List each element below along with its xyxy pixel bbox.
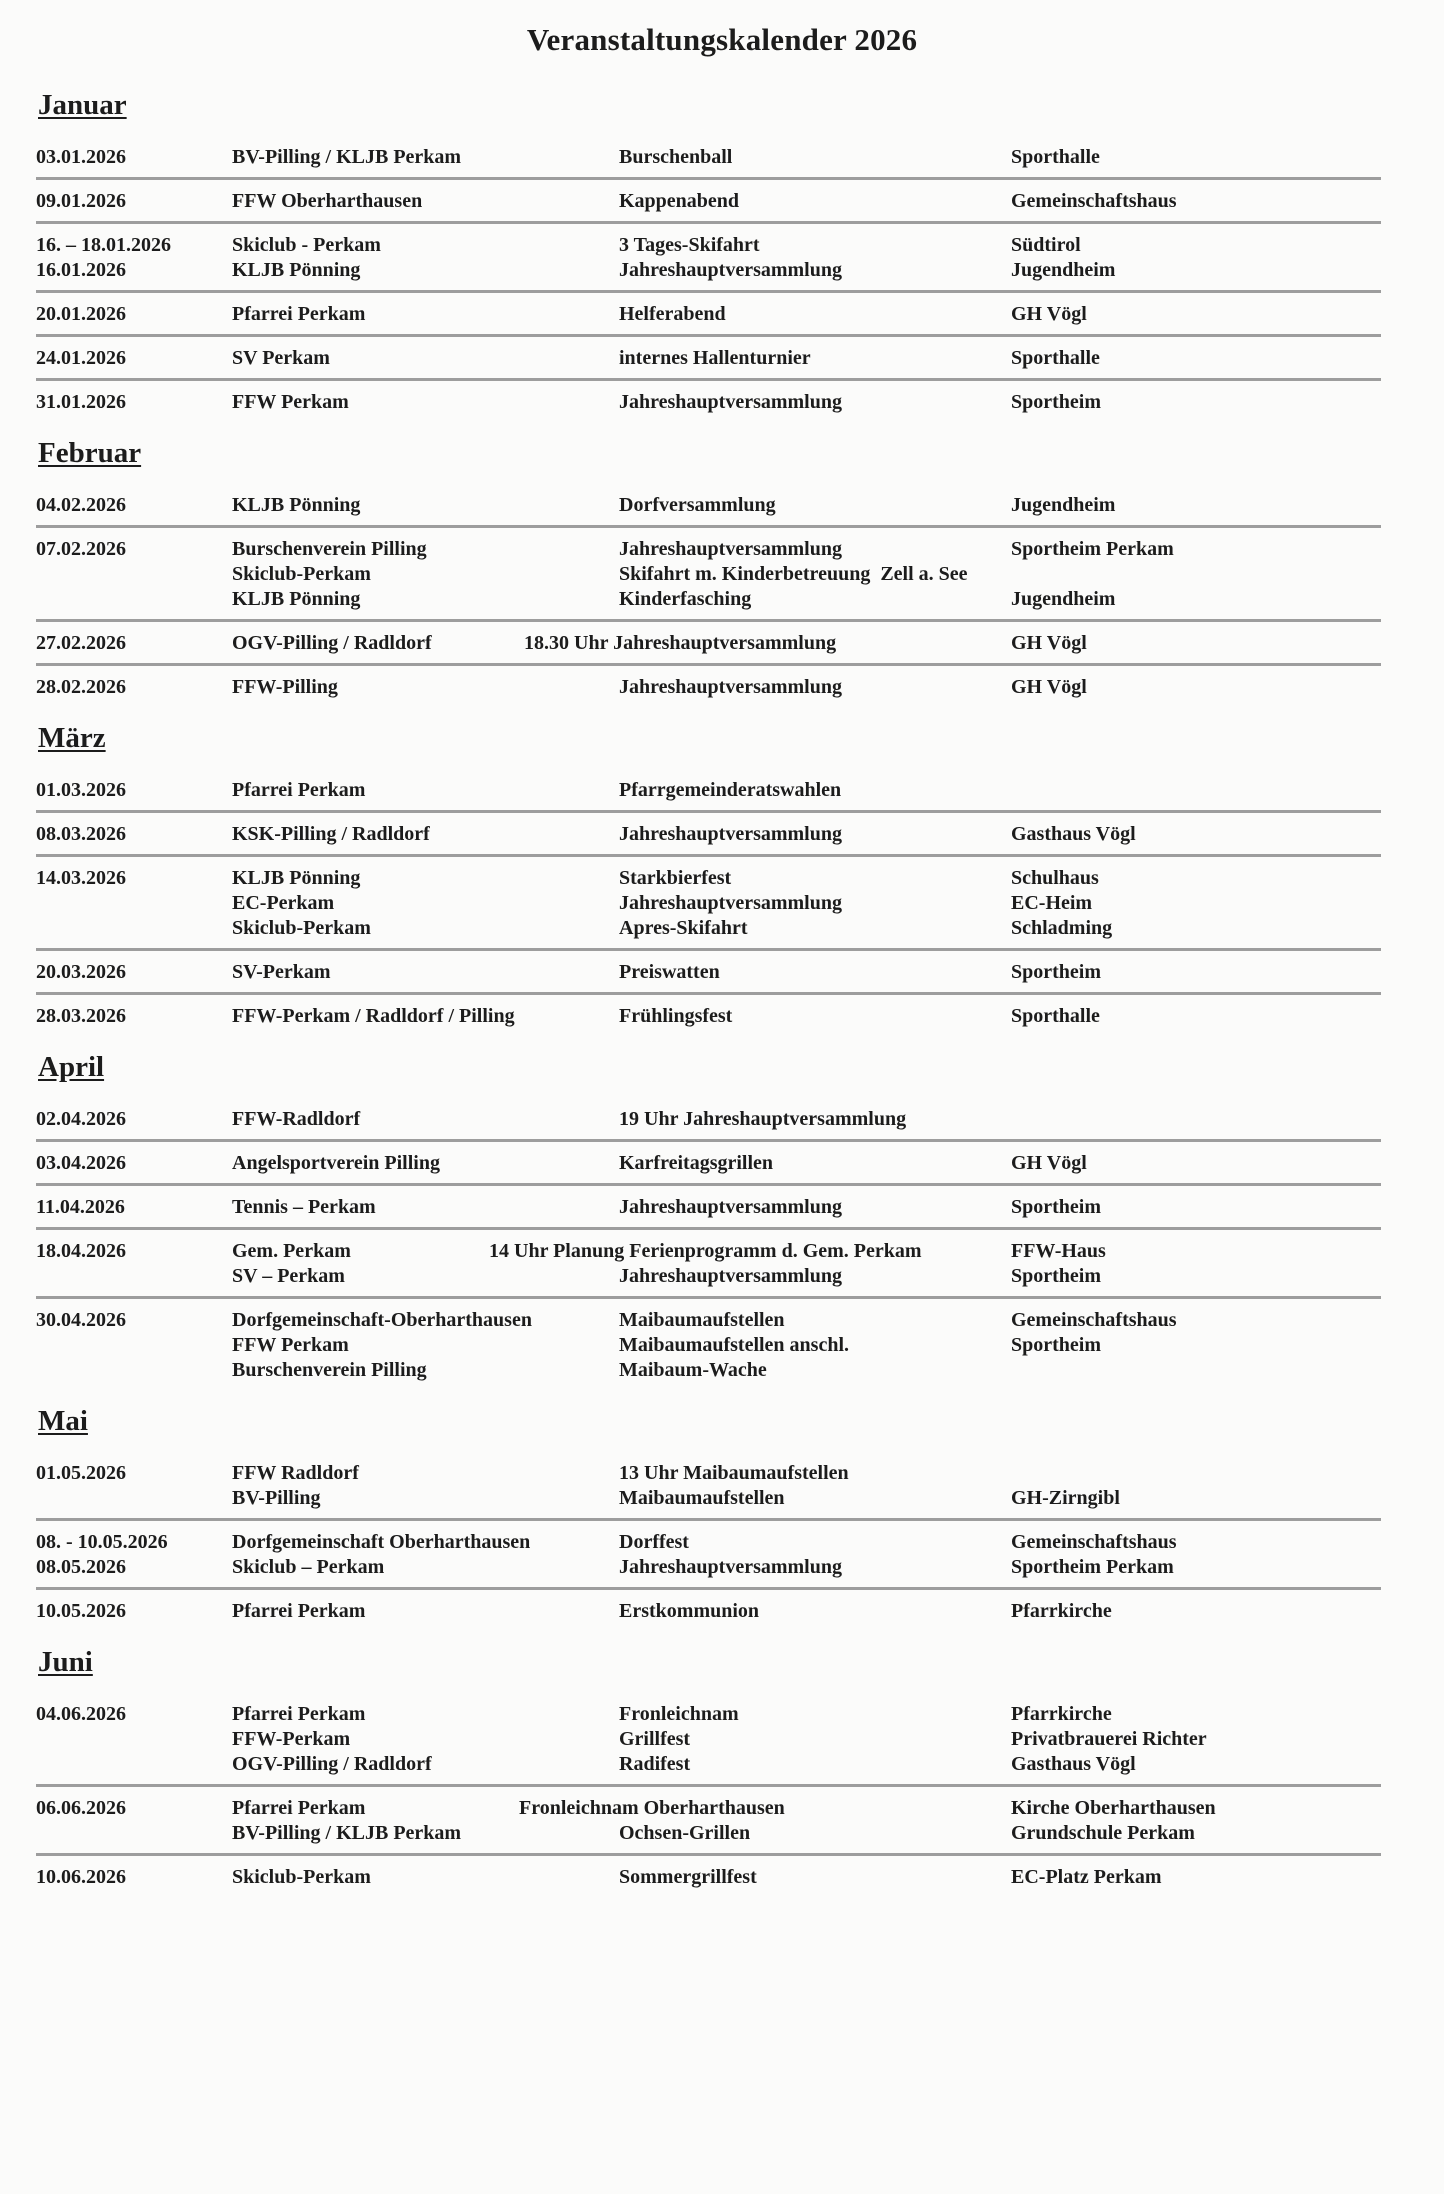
entry-event: internes Hallenturnier (619, 347, 811, 369)
entry-location: Schladming (1011, 917, 1113, 939)
entry-location-cell (1011, 631, 1381, 656)
entry-location: Pfarrkirche (1011, 1600, 1112, 1622)
entry-location: Jugendheim (1011, 259, 1116, 281)
calendar-entry (36, 1299, 1381, 1390)
entry-organizer-cell (232, 390, 619, 415)
entry-date-cell (36, 537, 232, 612)
entry-date-cell (36, 1796, 232, 1846)
entry-organizer-cell (232, 675, 619, 700)
entry-location: Gemeinschaftshaus (1011, 190, 1177, 212)
entry-organizer: EC-Perkam (232, 892, 335, 914)
entry-date-cell (36, 189, 232, 214)
calendar-entry (36, 622, 1381, 666)
entry-organizer: KLJB Pönning (232, 867, 361, 889)
entry-location (1011, 1358, 1381, 1383)
entry-date-cell (36, 1107, 232, 1132)
entry-location (1011, 562, 1381, 587)
entry-location (1011, 1461, 1381, 1486)
entry-organizer-cell (232, 145, 619, 170)
calendar-entry (36, 1787, 1381, 1856)
entry-location-cell (1011, 1151, 1381, 1176)
month-heading-februar: Februar (38, 437, 142, 469)
entry-date-cell (36, 1308, 232, 1383)
entry-location-cell (1011, 537, 1381, 612)
entry-organizer: FFW Perkam (232, 391, 349, 413)
entry-event-cell (524, 631, 1011, 656)
entry-organizer: Burschenverein Pilling (232, 538, 427, 560)
entry-location: Jugendheim (1011, 494, 1116, 516)
entry-event-cell (619, 346, 1011, 371)
entry-event: Maibaumaufstellen (619, 1487, 785, 1509)
entry-date: 27.02.2026 (36, 632, 126, 654)
entry-date: 14.03.2026 (36, 867, 126, 889)
entry-organizer: Gem. Perkam (232, 1240, 351, 1262)
entry-location-cell (1011, 1004, 1381, 1029)
entry-location: Pfarrkirche (1011, 1703, 1112, 1725)
entry-event-cell (619, 1195, 1011, 1220)
entry-location: GH Vögl (1011, 632, 1087, 654)
entry-organizer: Dorfgemeinschaft Oberharthausen (232, 1531, 531, 1553)
entry-organizer-cell (232, 302, 619, 327)
entry-organizer: BV-Pilling / KLJB Perkam (232, 146, 462, 168)
entry-event-cell (619, 493, 1011, 518)
entry-location: Kirche Oberharthausen (1011, 1797, 1216, 1819)
entry-event: Maibaumaufstellen anschl. (619, 1334, 850, 1356)
entry-location (1011, 1107, 1381, 1132)
entry-date: 20.01.2026 (36, 303, 126, 325)
entry-date-cell (36, 866, 232, 941)
entry-date: 01.03.2026 (36, 779, 126, 801)
entry-event: Jahreshauptversammlung (619, 1556, 842, 1578)
entry-event-cell (619, 145, 1011, 170)
entry-organizer: Pfarrei Perkam (232, 1797, 366, 1819)
entry-event: 13 Uhr Maibaumaufstellen (619, 1462, 849, 1484)
entry-event-cell (619, 537, 1011, 612)
entry-event: Jahreshauptversammlung (619, 1265, 842, 1287)
entry-event: Kinderfasching (619, 588, 752, 610)
entry-organizer-cell (232, 233, 619, 283)
calendar-entry (36, 1142, 1381, 1186)
entry-location: Sportheim (1011, 391, 1101, 413)
entry-location-cell (1011, 866, 1381, 941)
entry-organizer: Skiclub-Perkam (232, 1866, 371, 1888)
entry-location: Gasthaus Vögl (1011, 823, 1136, 845)
entry-date-cell (36, 1530, 232, 1580)
entry-event-cell (619, 1461, 1011, 1511)
entry-location-cell (1011, 1107, 1381, 1132)
entry-event: Skifahrt m. Kinderbetreuung Zell a. See (619, 563, 968, 585)
entry-date-cell (36, 1195, 232, 1220)
entry-date: 16.01.2026 (36, 259, 126, 281)
entry-organizer: Pfarrei Perkam (232, 1600, 366, 1622)
entry-event: Jahreshauptversammlung (619, 1196, 842, 1218)
month-heading-juni: Juni (38, 1646, 93, 1678)
entry-location: Sporthalle (1011, 1005, 1100, 1027)
entry-location-cell (1011, 822, 1381, 847)
entry-event: Dorffest (619, 1531, 689, 1553)
entry-location-cell (1011, 778, 1381, 803)
entry-event: 3 Tages-Skifahrt (619, 234, 760, 256)
entry-organizer: SV-Perkam (232, 961, 331, 983)
entry-date: 02.04.2026 (36, 1108, 126, 1130)
month-heading-mai: Mai (38, 1405, 88, 1437)
entry-location: Sportheim (1011, 1334, 1101, 1356)
entry-location: FFW-Haus (1011, 1240, 1106, 1262)
entry-date-cell (36, 1865, 232, 1890)
entry-organizer: Pfarrei Perkam (232, 303, 366, 325)
entry-event: Grillfest (619, 1728, 691, 1750)
entry-organizer: FFW Oberharthausen (232, 190, 423, 212)
calendar-entry (36, 136, 1381, 180)
entry-date: 11.04.2026 (36, 1196, 125, 1218)
entry-organizer: SV – Perkam (232, 1265, 345, 1287)
entry-date-cell (36, 302, 232, 327)
entry-organizer-cell (232, 1702, 619, 1777)
calendar-entry (36, 1098, 1381, 1142)
entry-event-cell (619, 822, 1011, 847)
entry-event: Frühlingsfest (619, 1005, 733, 1027)
entry-date: 06.06.2026 (36, 1797, 126, 1819)
calendar-entry (36, 1856, 1381, 1897)
entry-event-cell (619, 302, 1011, 327)
entry-location-cell (1011, 960, 1381, 985)
entry-date-cell (36, 1461, 232, 1511)
entry-location: Schulhaus (1011, 867, 1099, 889)
entry-organizer: Angelsportverein Pilling (232, 1152, 440, 1174)
entry-date: 03.01.2026 (36, 146, 126, 168)
entry-organizer: OGV-Pilling / Radldorf (232, 632, 432, 654)
calendar-entry (36, 951, 1381, 995)
entry-date-cell (36, 1239, 232, 1289)
calendar-entry (36, 769, 1381, 813)
entry-organizer-cell (232, 346, 619, 371)
entry-organizer: KLJB Pönning (232, 259, 361, 281)
entry-event: Apres-Skifahrt (619, 917, 748, 939)
entry-organizer: Skiclub - Perkam (232, 234, 381, 256)
month-heading-mrz: März (38, 722, 106, 754)
entry-date: 04.06.2026 (36, 1703, 126, 1725)
entry-location-cell (1011, 1239, 1381, 1289)
entry-location: Gasthaus Vögl (1011, 1753, 1136, 1775)
entry-date-cell (36, 233, 232, 283)
calendar-entry (36, 1452, 1381, 1521)
entry-date: 18.04.2026 (36, 1240, 126, 1262)
entry-location: Sportheim Perkam (1011, 538, 1174, 560)
entry-organizer: Skiclub – Perkam (232, 1556, 385, 1578)
entry-event: Maibaumaufstellen (619, 1309, 785, 1331)
entry-location-cell (1011, 233, 1381, 283)
entry-date-cell (36, 493, 232, 518)
entry-event: Sommergrillfest (619, 1866, 757, 1888)
entry-location: Gemeinschaftshaus (1011, 1531, 1177, 1553)
calendar-entry (36, 995, 1381, 1036)
entry-event: Jahreshauptversammlung (619, 538, 842, 560)
entry-date-cell (36, 390, 232, 415)
calendar-entry (36, 1186, 1381, 1230)
entry-date: 28.02.2026 (36, 676, 126, 698)
entry-event: Fronleichnam Oberharthausen (519, 1797, 785, 1819)
calendar-entry (36, 484, 1381, 528)
entry-date-cell (36, 675, 232, 700)
entry-date: 03.04.2026 (36, 1152, 126, 1174)
entry-date-cell (36, 145, 232, 170)
entry-organizer-cell (232, 189, 619, 214)
entry-event-cell (619, 1599, 1011, 1624)
entry-organizer: Skiclub-Perkam (232, 917, 371, 939)
entry-event: Burschenball (619, 146, 733, 168)
entry-location: GH-Zirngibl (1011, 1487, 1120, 1509)
entry-location-cell (1011, 675, 1381, 700)
entry-location-cell (1011, 390, 1381, 415)
entry-organizer-cell (232, 960, 619, 985)
entry-event: 14 Uhr Planung Ferienprogramm d. Gem. Perkam (489, 1240, 922, 1262)
entry-organizer: BV-Pilling (232, 1487, 321, 1509)
entry-organizer: FFW Perkam (232, 1334, 349, 1356)
entry-event: Jahreshauptversammlung (619, 259, 842, 281)
entry-organizer: Burschenverein Pilling (232, 1359, 427, 1381)
entry-date: 28.03.2026 (36, 1005, 126, 1027)
entry-event-cell (519, 1796, 1011, 1846)
entry-date: 10.05.2026 (36, 1600, 126, 1622)
entry-organizer: SV Perkam (232, 347, 330, 369)
entry-event: Jahreshauptversammlung (619, 391, 842, 413)
entry-event-cell (619, 233, 1011, 283)
entry-location-cell (1011, 1702, 1381, 1777)
calendar-list (36, 88, 1381, 1897)
entry-location-cell (1011, 1461, 1381, 1511)
entry-event-cell (489, 1239, 1011, 1289)
entry-organizer: BV-Pilling / KLJB Perkam (232, 1822, 462, 1844)
calendar-entry (36, 857, 1381, 951)
entry-event-cell (619, 675, 1011, 700)
calendar-entry (36, 528, 1381, 622)
entry-event: Maibaum-Wache (619, 1359, 767, 1381)
entry-event: Dorfversammlung (619, 494, 776, 516)
entry-location-cell (1011, 189, 1381, 214)
entry-location (1011, 778, 1381, 803)
entry-organizer-cell (232, 1530, 619, 1580)
calendar-entry (36, 666, 1381, 707)
entry-date-cell (36, 1151, 232, 1176)
entry-event: Preiswatten (619, 961, 720, 983)
entry-location: GH Vögl (1011, 676, 1087, 698)
entry-date: 04.02.2026 (36, 494, 126, 516)
entry-date: 24.01.2026 (36, 347, 126, 369)
entry-organizer: KLJB Pönning (232, 588, 361, 610)
entry-location-cell (1011, 145, 1381, 170)
entry-location-cell (1011, 346, 1381, 371)
entry-event-cell (619, 1308, 1011, 1383)
calendar-entry (36, 180, 1381, 224)
entry-date-cell (36, 346, 232, 371)
entry-event-cell (619, 1107, 1011, 1132)
entry-event-cell (619, 1004, 1011, 1029)
entry-date: 16. – 18.01.2026 (36, 234, 171, 256)
entry-organizer-cell (232, 866, 619, 941)
entry-location: Sporthalle (1011, 347, 1100, 369)
calendar-entry (36, 224, 1381, 293)
entry-location: Sportheim (1011, 1265, 1101, 1287)
entry-location: GH Vögl (1011, 1152, 1087, 1174)
entry-location-cell (1011, 1195, 1381, 1220)
calendar-entry (36, 337, 1381, 381)
calendar-entry (36, 1590, 1381, 1631)
calendar-entry (36, 1693, 1381, 1787)
entry-organizer-cell (232, 1461, 619, 1511)
entry-organizer: Pfarrei Perkam (232, 779, 366, 801)
entry-organizer-cell (232, 1308, 619, 1383)
entry-event: Helferabend (619, 303, 726, 325)
entry-location: Sportheim (1011, 1196, 1101, 1218)
entry-event: Kappenabend (619, 190, 740, 212)
entry-organizer-cell (232, 493, 619, 518)
entry-date: 08.03.2026 (36, 823, 126, 845)
entry-organizer-cell (232, 778, 619, 803)
entry-organizer-cell (232, 1151, 619, 1176)
calendar-entry (36, 381, 1381, 422)
entry-date: 20.03.2026 (36, 961, 126, 983)
entry-location-cell (1011, 493, 1381, 518)
month-heading-januar: Januar (38, 89, 127, 121)
entry-location-cell (1011, 1796, 1381, 1846)
entry-date-cell (36, 1599, 232, 1624)
entry-location-cell (1011, 1599, 1381, 1624)
entry-location-cell (1011, 1308, 1381, 1383)
entry-event-cell (619, 1530, 1011, 1580)
entry-organizer-cell (232, 1004, 619, 1029)
entry-organizer: KSK-Pilling / Radldorf (232, 823, 430, 845)
entry-organizer-cell (232, 1599, 619, 1624)
entry-event-cell (619, 1702, 1011, 1777)
entry-event: Fronleichnam (619, 1703, 739, 1725)
entry-date: 31.01.2026 (36, 391, 126, 413)
entry-location: Sportheim Perkam (1011, 1556, 1174, 1578)
entry-organizer: FFW-Radldorf (232, 1108, 361, 1130)
entry-event: Jahreshauptversammlung (619, 892, 842, 914)
entry-organizer-cell (232, 1865, 619, 1890)
entry-organizer: Pfarrei Perkam (232, 1703, 366, 1725)
entry-event-cell (619, 778, 1011, 803)
entry-location: Sporthalle (1011, 146, 1100, 168)
entry-location: Privatbrauerei Richter (1011, 1728, 1207, 1750)
entry-event: Ochsen-Grillen (619, 1822, 751, 1844)
calendar-entry (36, 1230, 1381, 1299)
entry-date-cell (36, 1004, 232, 1029)
entry-organizer-cell (232, 1195, 619, 1220)
entry-event: 18.30 Uhr Jahreshauptversammlung (524, 632, 837, 654)
entry-organizer: Skiclub-Perkam (232, 563, 371, 585)
entry-event-cell (619, 390, 1011, 415)
entry-organizer: Tennis – Perkam (232, 1196, 376, 1218)
entry-date: 09.01.2026 (36, 190, 126, 212)
entry-organizer: FFW-Perkam / Radldorf / Pilling (232, 1005, 515, 1027)
entry-event: 19 Uhr Jahreshauptversammlung (619, 1108, 907, 1130)
entry-location: Gemeinschaftshaus (1011, 1309, 1177, 1331)
entry-date: 01.05.2026 (36, 1462, 126, 1484)
entry-organizer: Dorfgemeinschaft-Oberharthausen (232, 1309, 532, 1331)
entry-organizer: FFW-Perkam (232, 1728, 351, 1750)
entry-event-cell (619, 189, 1011, 214)
entry-date: 08. - 10.05.2026 (36, 1531, 168, 1553)
calendar-entry (36, 293, 1381, 337)
entry-organizer: FFW Radldorf (232, 1462, 359, 1484)
entry-date: 07.02.2026 (36, 538, 126, 560)
calendar-entry (36, 1521, 1381, 1590)
page-title: Veranstaltungskalender 2026 (526, 22, 918, 57)
entry-event: Starkbierfest (619, 867, 732, 889)
calendar-entry (36, 813, 1381, 857)
entry-location: Südtirol (1011, 234, 1081, 256)
entry-date-cell (36, 960, 232, 985)
entry-location: Jugendheim (1011, 588, 1116, 610)
entry-event: Jahreshauptversammlung (619, 823, 842, 845)
entry-event: Jahreshauptversammlung (619, 676, 842, 698)
entry-organizer-cell (232, 822, 619, 847)
entry-organizer: KLJB Pönning (232, 494, 361, 516)
entry-event-cell (619, 960, 1011, 985)
entry-date-cell (36, 1702, 232, 1777)
entry-organizer-cell (232, 1107, 619, 1132)
entry-location-cell (1011, 1865, 1381, 1890)
entry-event-cell (619, 1151, 1011, 1176)
entry-event-cell (619, 1865, 1011, 1890)
entry-event: Karfreitagsgrillen (619, 1152, 774, 1174)
entry-location: GH Vögl (1011, 303, 1087, 325)
entry-location: Sportheim (1011, 961, 1101, 983)
entry-event: Pfarrgemeinderatswahlen (619, 779, 842, 801)
entry-location: EC-Heim (1011, 892, 1093, 914)
entry-location: Grundschule Perkam (1011, 1822, 1195, 1844)
entry-organizer-cell (232, 537, 619, 612)
entry-date: 08.05.2026 (36, 1556, 126, 1578)
entry-event: Erstkommunion (619, 1600, 760, 1622)
entry-event: Radifest (619, 1753, 691, 1775)
entry-date: 10.06.2026 (36, 1866, 126, 1888)
entry-date-cell (36, 778, 232, 803)
entry-organizer: OGV-Pilling / Radldorf (232, 1753, 432, 1775)
entry-event-cell (619, 866, 1011, 941)
month-heading-april: April (38, 1051, 105, 1083)
entry-date: 30.04.2026 (36, 1309, 126, 1331)
entry-location-cell (1011, 302, 1381, 327)
entry-organizer: FFW-Pilling (232, 676, 338, 698)
entry-date-cell (36, 631, 232, 656)
entry-location: EC-Platz Perkam (1011, 1866, 1162, 1888)
entry-date-cell (36, 822, 232, 847)
entry-location-cell (1011, 1530, 1381, 1580)
